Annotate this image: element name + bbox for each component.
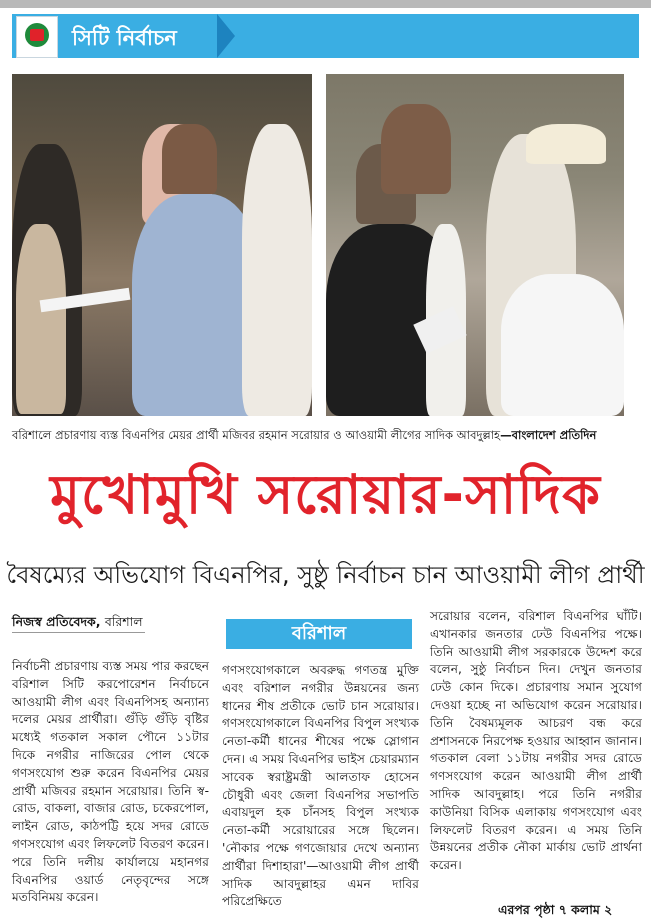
article-column-2: গণসংযোগকালে অবরুদ্ধ গণতন্ত্র মুক্তি এবং বরিশাল নগরীর উন্নয়নের জন্য ধানের শীষ প্রতীকে ভোট চান সরোয়ার। গণসংযোগকালে বিএনপির বিপুল সংখ্যক নেতা-কর্মী ধানের শীষের পক্ষে স্লোগান দেন। এ সময় বিএনপির ভাইস চেয়ারম্যান সাবেক স্বরাষ্ট্রমন্ত্রী আলতাফ হোসেন চৌধুরী এবং জেলা বিএনপির সভাপতি এবায়দুল হক চাঁনসহ বিপুল সংখ্যক নেতা-কর্মী সরোয়ারের সঙ্গে ছিলেন। 'নৌকার পক্ষে গণজোয়ার দেখে অন্যান্য প্রার্থীরা দিশাহারা'—আওয়ামী লীগ প্রার্থী সাদিক আবদুল্লাহর এমন দাবির পরিপ্রেক্ষিতে bbox=[222, 663, 419, 909]
headline: মুখোমুখি সরোয়ার-সাদিক bbox=[50, 463, 601, 526]
location-badge: বরিশাল bbox=[226, 619, 412, 649]
top-border bbox=[0, 0, 651, 8]
photo-sadik-campaign bbox=[326, 74, 624, 416]
byline-reporter: নিজস্ব প্রতিবেদক, bbox=[12, 614, 101, 629]
newspaper-logo-icon bbox=[16, 16, 58, 58]
article-column-1: নির্বাচনী প্রচারণায় ব্যস্ত সময় পার করছেন বরিশাল সিটি করপোরেশন নির্বাচনে আওয়ামী লীগ এবং বিএনপিসহ অন্যান্য দলের মেয়র প্রার্থীরা। গুঁড়ি গুঁড়ি বৃষ্টির মধ্যেই গতকাল সকাল পৌনে ১১টার দিকে নগরীর নাজিরের পোল থেকে গণসংযোগ শুরু করেন বিএনপির মেয়র প্রার্থী মজিবর রহমান সরোয়ার। তিনি স্ব-রোড, বাকলা, বাজার রোড, চকেরপোল, লাইন রোড, কাঠপট্টি হয়ে সদর রোডে গণসংযোগ এবং লিফলেট বিতরণ করেন। পরে তিনি দলীয় কার্যালয়ে মহানগর বিএনপির ওয়ার্ড নেতৃবৃন্দের সঙ্গে মতবিনিময় করেন। bbox=[12, 659, 209, 905]
continued-note: এরপর পৃষ্ঠা ৭ কলাম ২ bbox=[498, 902, 613, 917]
section-header bbox=[12, 14, 639, 58]
caption-credit: —বাংলাদেশ প্রতিদিন bbox=[500, 428, 597, 442]
byline-place: বরিশাল bbox=[104, 614, 143, 629]
header-arrow-icon bbox=[217, 14, 235, 58]
section-title: সিটি নির্বাচন bbox=[72, 26, 177, 50]
byline bbox=[12, 614, 143, 634]
article-column-3: সরোয়ার বলেন, বরিশাল বিএনপির ঘাঁটি। এখানকার জনতার ঢেউ বিএনপির পক্ষে। তিনি আওয়ামী লীগ সরকারকে উদ্দেশ করে বলেন, সুষ্ঠু নির্বাচন দিন। দেখুন জনতার ঢেউ কোন দিকে। প্রচারণায় সমান সুযোগ দেওয়া হচ্ছে না অভিযোগ করেন সরোয়ার। তিনি বৈষম্যমূলক আচরণ বন্ধ করে প্রশাসনকে নিরপেক্ষ হওয়ার আহ্বান জানান। গতকাল বেলা ১১টায় নগরীর সদর রোডে গণসংযোগ করেন আওয়ামী লীগ প্রার্থী সাদিক আবদুল্লাহ। পরে তিনি নগরীর কাউনিয়া বিসিক এলাকায় গণসংযোগ এবং লিফলেট বিতরণ করেন। এ সময় তিনি উন্নয়নের প্রতীক নৌকা মার্কায় ভোট প্রার্থনা করেন। bbox=[430, 609, 642, 873]
photo-sarwar-campaign bbox=[12, 74, 312, 416]
photo-caption bbox=[12, 428, 642, 443]
subheadline: বৈষম্যের অভিযোগ বিএনপির, সুষ্ঠু নির্বাচন চান আওয়ামী লীগ প্রার্থী bbox=[6, 561, 645, 589]
byline-underline bbox=[12, 632, 145, 633]
caption-text: বরিশালে প্রচারণায় ব্যস্ত বিএনপির মেয়র প্রার্থী মজিবর রহমান সরোয়ার ও আওয়ামী লীগের সাদিক আবদুল্লাহ bbox=[12, 428, 501, 442]
